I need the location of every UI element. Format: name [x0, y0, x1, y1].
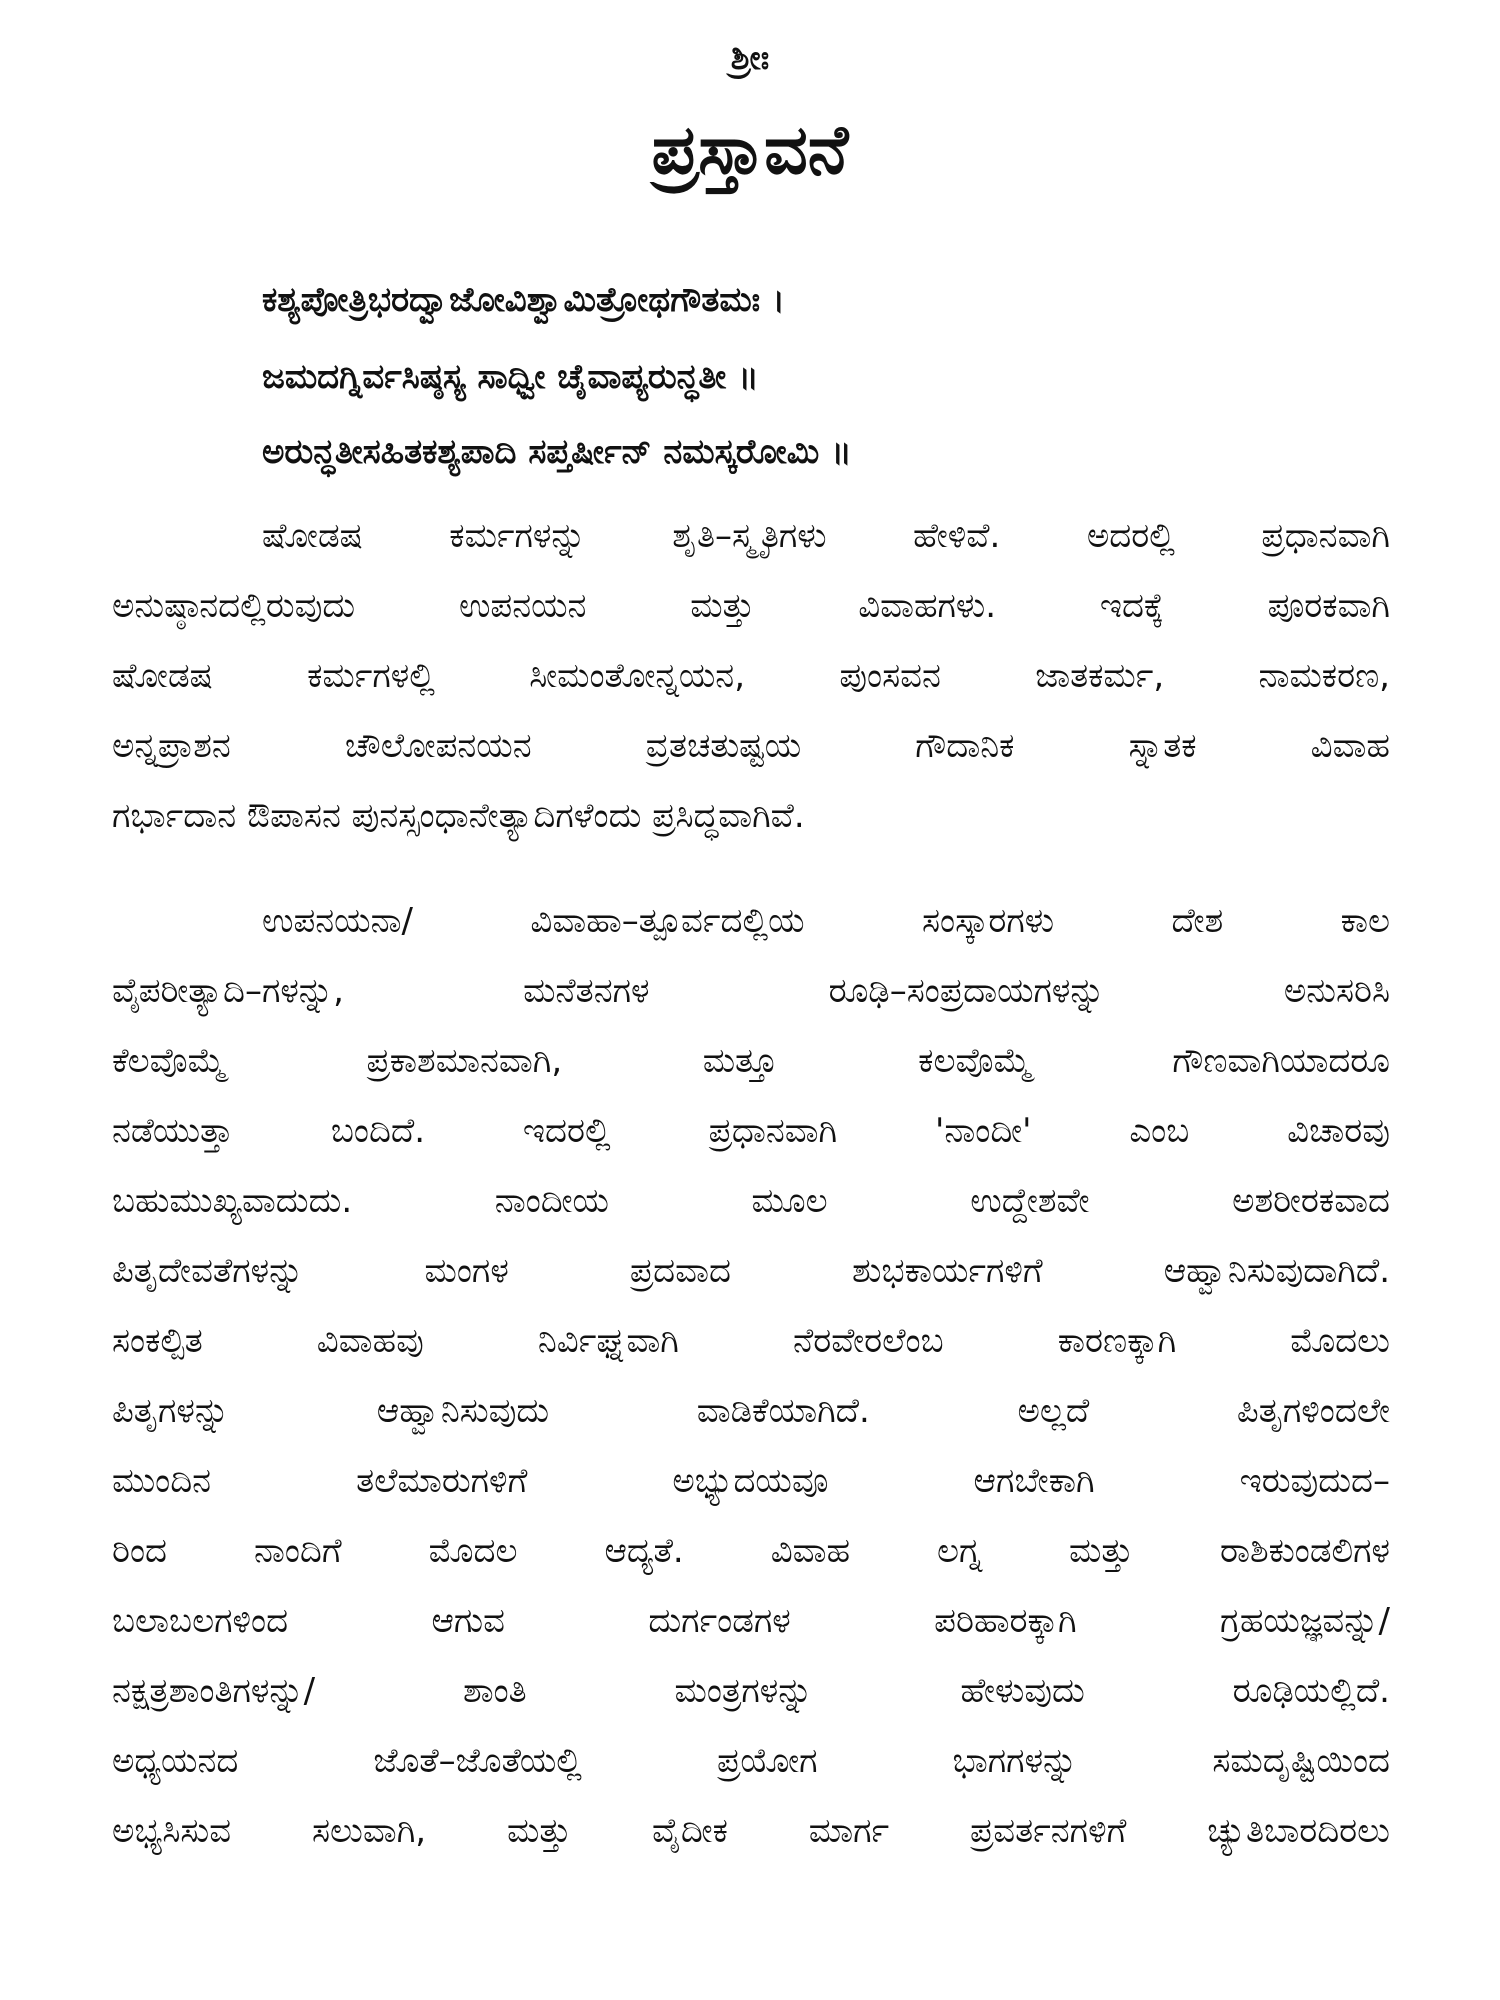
paragraph-line: ಸಂಕಲ್ಪಿತ ವಿವಾಹವು ನಿರ್ವಿಘ್ನವಾಗಿ ನೆರವೇರಲೆಂಬ ಕಾರಣಕ್ಕಾಗಿ ಮೊದಲು	[112, 1321, 1390, 1361]
paragraph-line: ಪಿತೃದೇವತೆಗಳನ್ನು ಮಂಗಳ ಪ್ರದವಾದ ಶುಭಕಾರ್ಯಗಳಿಗೆ ಆಹ್ವಾನಿಸುವುದಾಗಿದೆ.	[112, 1251, 1390, 1291]
paragraph-line: ಪಿತೃಗಳನ್ನು ಆಹ್ವಾನಿಸುವುದು ವಾಡಿಕೆಯಾಗಿದೆ. ಅಲ್ಲದೆ ಪಿತೃಗಳಿಂದಲೇ	[112, 1391, 1390, 1431]
paragraph-line: ಅನ್ನಪ್ರಾಶನ ಚೌಲೋಪನಯನ ವ್ರತಚತುಷ್ಟಯ ಗೌದಾನಿಕ ಸ್ನಾತಕ ವಿವಾಹ	[112, 726, 1390, 766]
paragraph-line: ಗರ್ಭಾದಾನ ಔಪಾಸನ ಪುನಸ್ಸಂಧಾನೇತ್ಯಾದಿಗಳೆಂದು ಪ್ರಸಿದ್ಧವಾಗಿವೆ.	[112, 796, 805, 836]
verse-line: ಕಶ್ಯಪೋತ್ರಿಭರದ್ವಾಜೋವಿಶ್ವಾಮಿತ್ರೋಥಗೌತಮಃ ।	[262, 280, 785, 320]
paragraph-line: ನಡೆಯುತ್ತಾ ಬಂದಿದೆ. ಇದರಲ್ಲಿ ಪ್ರಧಾನವಾಗಿ 'ನಾಂದೀ' ಎಂಬ ವಿಚಾರವು	[112, 1111, 1390, 1151]
paragraph-line: ಷೋಡಷ ಕರ್ಮಗಳನ್ನು ಶೃತಿ–ಸ್ಮೃತಿಗಳು ಹೇಳಿವೆ. ಅದರಲ್ಲಿ ಪ್ರಧಾನವಾಗಿ	[262, 516, 1390, 556]
verse-line: ಜಮದಗ್ನಿರ್ವಸಿಷ್ಠಸ್ಯ ಸಾಧ್ವೀ ಚೈವಾಪ್ಯರುನ್ಧತೀ ॥	[262, 357, 759, 397]
verse-line: ಅರುನ್ಧತೀಸಹಿತಕಶ್ಯಪಾದಿ ಸಪ್ತರ್ಷೀನ್ ನಮಸ್ಕರೋಮಿ ॥	[262, 432, 852, 472]
paragraph-line: ಕೆಲವೊಮ್ಮೆ ಪ್ರಕಾಶಮಾನವಾಗಿ, ಮತ್ತೂ ಕಲವೊಮ್ಮೆ ಗೌಣವಾಗಿಯಾದರೂ	[112, 1041, 1390, 1081]
invocation-mark: ಶ್ರೀಃ	[730, 38, 770, 78]
paragraph-line: ಅನುಷ್ಠಾನದಲ್ಲಿರುವುದು ಉಪನಯನ ಮತ್ತು ವಿವಾಹಗಳು. ಇದಕ್ಕೆ ಪೂರಕವಾಗಿ	[112, 586, 1390, 626]
page-title: ಪ್ರಸ್ತಾವನೆ	[651, 111, 849, 190]
paragraph-line: ಬಲಾಬಲಗಳಿಂದ ಆಗುವ ದುರ್ಗಂಡಗಳ ಪರಿಹಾರಕ್ಕಾಗಿ ಗ್ರಹಯಜ್ಞವನ್ನು/	[112, 1601, 1390, 1641]
paragraph-line: ಉಪನಯನಾ/ ವಿವಾಹಾ–ತ್ಪೂರ್ವದಲ್ಲಿಯ ಸಂಸ್ಕಾರಗಳು ದೇಶ ಕಾಲ	[262, 901, 1390, 941]
paragraph-line: ವೈಪರೀತ್ಯಾದಿ–ಗಳನ್ನು, ಮನೆತನಗಳ ರೂಢಿ–ಸಂಪ್ರದಾಯಗಳನ್ನು ಅನುಸರಿಸಿ	[112, 971, 1390, 1011]
paragraph-line: ಮುಂದಿನ ತಲೆಮಾರುಗಳಿಗೆ ಅಭ್ಯುದಯವೂ ಆಗಬೇಕಾಗಿ ಇರುವುದುದ–	[112, 1461, 1390, 1501]
paragraph-line: ರಿಂದ ನಾಂದಿಗೆ ಮೊದಲ ಆದ್ಯತೆ. ವಿವಾಹ ಲಗ್ನ ಮತ್ತು ರಾಶಿಕುಂಡಲಿಗಳ	[112, 1531, 1390, 1571]
paragraph-line: ಅಭ್ಯಸಿಸುವ ಸಲುವಾಗಿ, ಮತ್ತು ವೈದೀಕ ಮಾರ್ಗ ಪ್ರವರ್ತನಗಳಿಗೆ ಚ್ಯುತಿಬಾರದಿರಲು	[112, 1811, 1390, 1851]
paragraph-line: ಬಹುಮುಖ್ಯವಾದುದು. ನಾಂದೀಯ ಮೂಲ ಉದ್ದೇಶವೇ ಅಶರೀರಕವಾದ	[112, 1181, 1390, 1221]
paragraph-1	[112, 515, 1390, 875]
paragraph-line: ಅಧ್ಯಯನದ ಜೊತೆ–ಜೊತೆಯಲ್ಲಿ ಪ್ರಯೋಗ ಭಾಗಗಳನ್ನು ಸಮದೃಷ್ಟಿಯಿಂದ	[112, 1741, 1390, 1781]
paragraph-line: ನಕ್ಷತ್ರಶಾಂತಿಗಳನ್ನು/ ಶಾಂತಿ ಮಂತ್ರಗಳನ್ನು ಹೇಳುವುದು ರೂಢಿಯಲ್ಲಿದೆ.	[112, 1671, 1390, 1711]
paragraph-2	[112, 900, 1390, 1960]
paragraph-line: ಷೋಡಷ ಕರ್ಮಗಳಲ್ಲಿ ಸೀಮಂತೋನ್ನಯನ, ಪುಂಸವನ ಜಾತಕರ್ಮ, ನಾಮಕರಣ,	[112, 656, 1390, 696]
